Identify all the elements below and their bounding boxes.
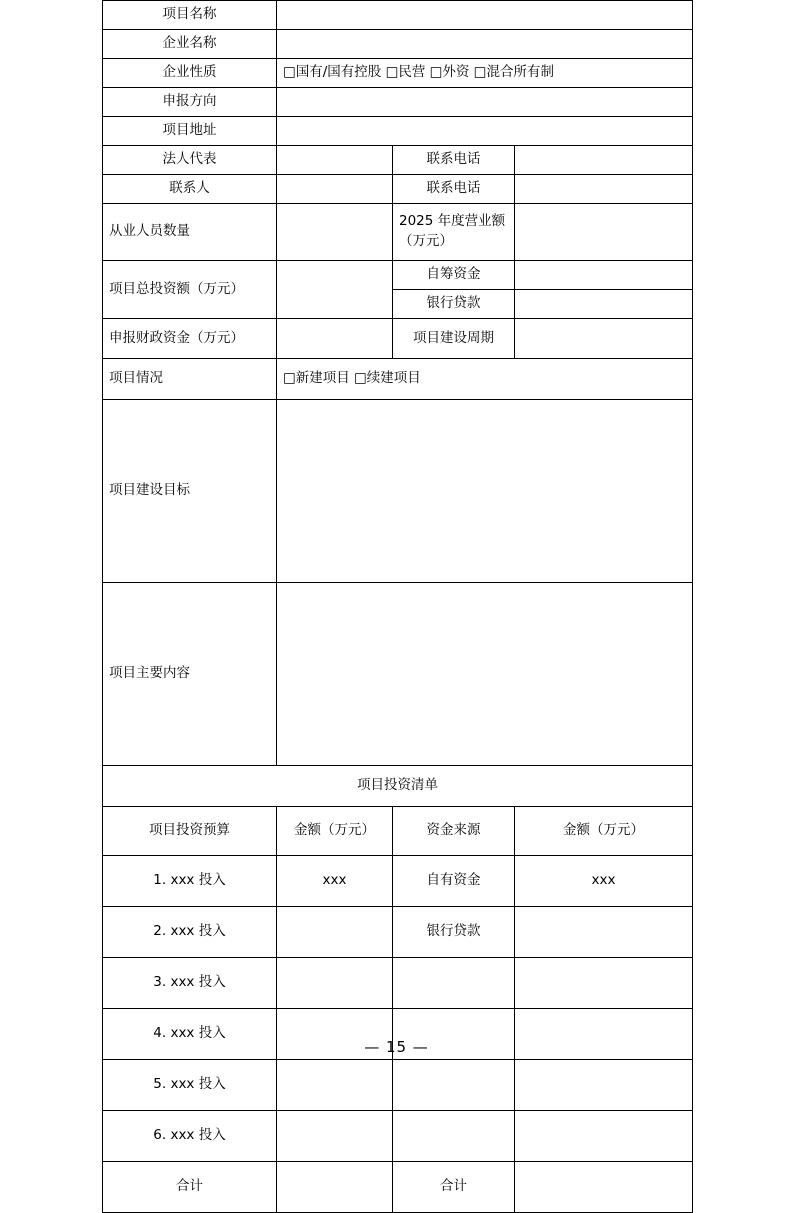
- total-amount[interactable]: [277, 1162, 393, 1213]
- table-row: [103, 400, 693, 583]
- budget-item-label: 4. xxx 投入: [103, 1009, 277, 1060]
- funding-source-amount[interactable]: [515, 1111, 693, 1162]
- project-status-label: 项目情况: [103, 359, 277, 400]
- budget-item-amount[interactable]: [277, 1060, 393, 1111]
- budget-item-label: 5. xxx 投入: [103, 1060, 277, 1111]
- project-address-value[interactable]: [277, 117, 693, 146]
- table-row: [103, 766, 693, 807]
- total-investment-label: 项目总投资额（万元）: [103, 261, 277, 319]
- annual-revenue-value[interactable]: [515, 204, 693, 261]
- construction-goal-value[interactable]: [277, 400, 693, 583]
- main-content-label: 项目主要内容: [103, 583, 277, 766]
- page-number: — 15 —: [364, 1038, 429, 1056]
- table-row: [103, 88, 693, 117]
- enterprise-name-label: 企业名称: [103, 30, 277, 59]
- table-row: [103, 583, 693, 766]
- legal-representative-label: 法人代表: [103, 146, 277, 175]
- table-row: [103, 1060, 693, 1111]
- table-row: [103, 907, 693, 958]
- employee-count-value[interactable]: [277, 204, 393, 261]
- budget-item-label: 2. xxx 投入: [103, 907, 277, 958]
- declaration-direction-label: 申报方向: [103, 88, 277, 117]
- funding-source-amount[interactable]: xxx: [515, 856, 693, 907]
- total-source-label: 合计: [393, 1162, 515, 1213]
- table-row: [103, 30, 693, 59]
- table-row: [103, 856, 693, 907]
- project-name-label: 项目名称: [103, 1, 277, 30]
- legal-phone-value[interactable]: [515, 146, 693, 175]
- funding-source-amount[interactable]: [515, 907, 693, 958]
- applied-fiscal-funds-label: 申报财政资金（万元）: [103, 319, 277, 359]
- table-row: [103, 59, 693, 88]
- construction-goal-label: 项目建设目标: [103, 400, 277, 583]
- enterprise-nature-checkbox-group[interactable]: □国有/国有控股 □民营 □外资 □混合所有制: [277, 59, 693, 88]
- column-header-budget: 项目投资预算: [103, 807, 277, 856]
- table-row: [103, 204, 693, 261]
- column-header-source: 资金来源: [393, 807, 515, 856]
- budget-item-label: 3. xxx 投入: [103, 958, 277, 1009]
- budget-item-amount[interactable]: [277, 958, 393, 1009]
- table-row: [103, 261, 693, 290]
- funding-source-amount[interactable]: [515, 1060, 693, 1111]
- budget-item-amount[interactable]: xxx: [277, 856, 393, 907]
- budget-item-label: 6. xxx 投入: [103, 1111, 277, 1162]
- bank-loan-value[interactable]: [515, 290, 693, 319]
- project-status-checkbox-group[interactable]: □新建项目 □续建项目: [277, 359, 693, 400]
- contact-person-label: 联系人: [103, 175, 277, 204]
- total-investment-value[interactable]: [277, 261, 393, 319]
- table-header-row: [103, 807, 693, 856]
- funding-source-label[interactable]: [393, 1060, 515, 1111]
- employee-count-label: 从业人员数量: [103, 204, 277, 261]
- declaration-direction-value[interactable]: [277, 88, 693, 117]
- legal-representative-value[interactable]: [277, 146, 393, 175]
- project-address-label: 项目地址: [103, 117, 277, 146]
- column-header-source-amount: 金额（万元）: [515, 807, 693, 856]
- project-application-form: [102, 0, 693, 1213]
- funding-source-label[interactable]: [393, 958, 515, 1009]
- annual-revenue-label: 2025 年度营业额（万元）: [393, 204, 515, 261]
- table-row: [103, 175, 693, 204]
- budget-item-label: 1. xxx 投入: [103, 856, 277, 907]
- budget-item-amount[interactable]: [277, 907, 393, 958]
- contact-phone-value[interactable]: [515, 175, 693, 204]
- construction-period-value[interactable]: [515, 319, 693, 359]
- table-row: [103, 958, 693, 1009]
- enterprise-name-value[interactable]: [277, 30, 693, 59]
- column-header-amount: 金额（万元）: [277, 807, 393, 856]
- table-row: [103, 1, 693, 30]
- table-row: [103, 319, 693, 359]
- self-funding-label: 自筹资金: [393, 261, 515, 290]
- bank-loan-label: 银行贷款: [393, 290, 515, 319]
- funding-source-label: 自有资金: [393, 856, 515, 907]
- project-name-value[interactable]: [277, 1, 693, 30]
- main-content-value[interactable]: [277, 583, 693, 766]
- funding-source-label: 银行贷款: [393, 907, 515, 958]
- legal-phone-label: 联系电话: [393, 146, 515, 175]
- construction-period-label: 项目建设周期: [393, 319, 515, 359]
- contact-phone-label: 联系电话: [393, 175, 515, 204]
- contact-person-value[interactable]: [277, 175, 393, 204]
- funding-source-label[interactable]: [393, 1111, 515, 1162]
- enterprise-nature-label: 企业性质: [103, 59, 277, 88]
- self-funding-value[interactable]: [515, 261, 693, 290]
- table-row-total: [103, 1162, 693, 1213]
- investment-list-title: 项目投资清单: [103, 766, 693, 807]
- budget-item-amount[interactable]: [277, 1111, 393, 1162]
- table-row: [103, 359, 693, 400]
- table-row: [103, 1111, 693, 1162]
- funding-source-amount[interactable]: [515, 958, 693, 1009]
- total-source-amount[interactable]: [515, 1162, 693, 1213]
- applied-fiscal-funds-value[interactable]: [277, 319, 393, 359]
- total-label: 合计: [103, 1162, 277, 1213]
- table-row: [103, 146, 693, 175]
- table-row: [103, 117, 693, 146]
